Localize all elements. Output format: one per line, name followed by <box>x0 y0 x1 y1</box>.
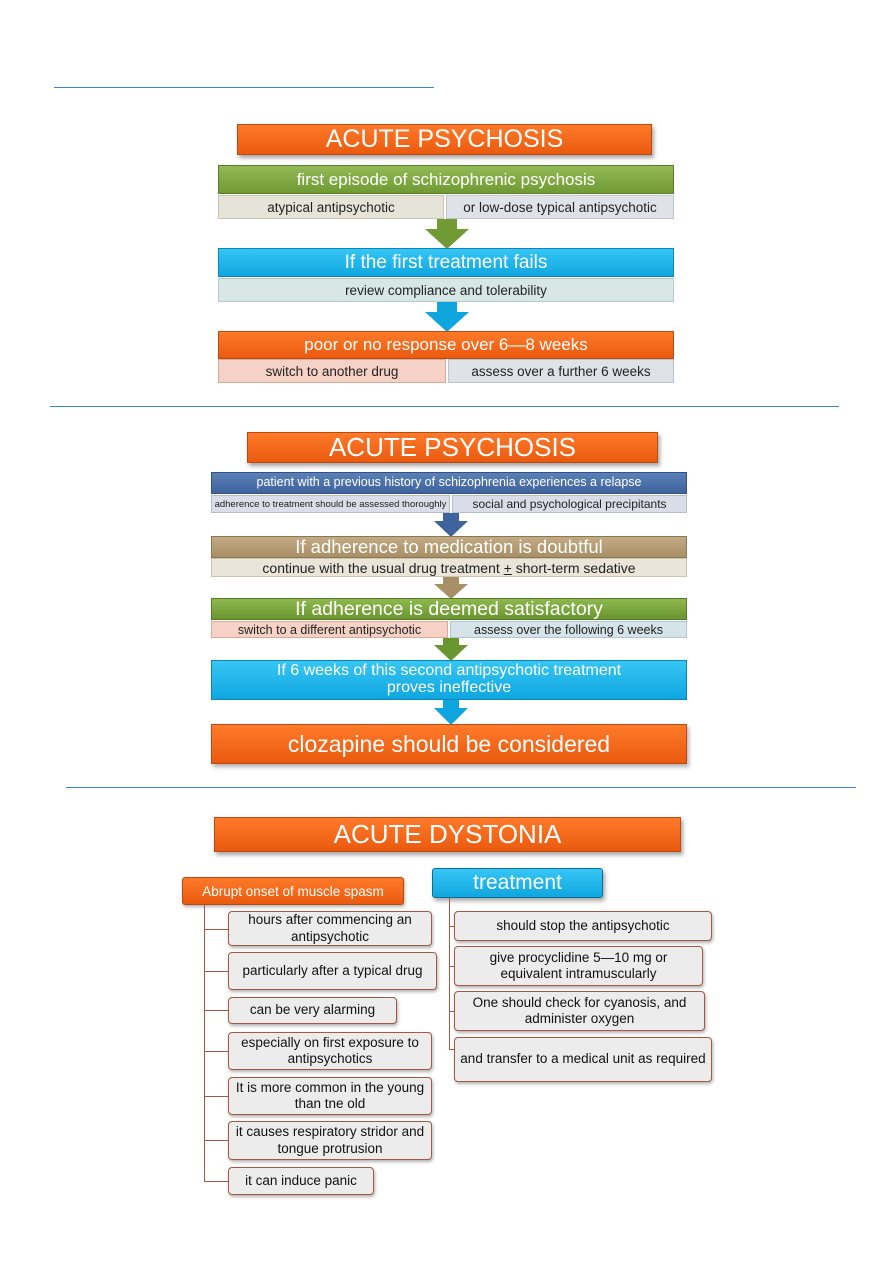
s2-arrow-4 <box>434 700 468 725</box>
left-item-4: especially on first exposure to antipsychotics <box>228 1032 432 1070</box>
right-tree-line <box>449 898 450 1050</box>
s2-arrow-3 <box>434 638 468 661</box>
rule-1 <box>50 406 839 407</box>
right-root: treatment <box>432 868 603 898</box>
right-item-4: and transfer to a medical unit as required <box>454 1037 712 1082</box>
s1-step1-header: first episode of schizophrenic psychosis <box>218 165 674 194</box>
right-item-1: should stop the antipsychotic <box>454 911 712 941</box>
left-root: Abrupt onset of muscle spasm <box>182 877 404 905</box>
s2-step3-right: assess over the following 6 weeks <box>450 621 687 638</box>
left-connector <box>204 971 228 972</box>
left-connector <box>204 929 228 930</box>
s1-step1-right: or low-dose typical antipsychotic <box>446 195 674 219</box>
s1-step2-full: review compliance and tolerability <box>218 278 674 302</box>
s2-step2-text-post: short-term sedative <box>511 559 636 576</box>
s1-step2-header: If the first treatment fails <box>218 248 674 277</box>
s2-step2-header: If adherence to medication is doubtful <box>211 536 687 558</box>
s2-step1-header: patient with a previous history of schizophrenia experiences a relapse <box>211 472 687 494</box>
left-item-6: it causes respiratory stridor and tongue protrusion <box>228 1121 432 1160</box>
left-connector <box>204 1181 228 1182</box>
left-connector <box>204 1096 228 1097</box>
s2-step4-header <box>211 660 687 700</box>
s2-step3-header: If adherence is deemed satisfactory <box>211 598 687 620</box>
s1-arrow-1 <box>425 219 469 249</box>
s2-step4-line2: proves ineffective <box>386 679 512 696</box>
s1-step1-left: atypical antipsychotic <box>218 195 444 219</box>
rule-2 <box>66 787 856 788</box>
left-connector <box>204 1140 228 1141</box>
section2-title: ACUTE PSYCHOSIS <box>247 432 658 463</box>
top-rule <box>54 87 434 88</box>
plus-minus-sign: + <box>503 559 512 576</box>
s2-step1-right: social and psychological precipitants <box>452 495 687 513</box>
s2-step2-full <box>211 558 687 577</box>
left-item-2: particularly after a typical drug <box>228 952 437 990</box>
s1-arrow-2 <box>425 302 469 332</box>
left-item-1: hours after commencing an antipsychotic <box>228 911 432 946</box>
s2-step1-left: adherence to treatment should be assessed thoroughly <box>211 495 450 513</box>
section3-title: ACUTE DYSTONIA <box>214 817 681 852</box>
left-item-7: it can induce panic <box>228 1167 374 1195</box>
s2-arrow-2 <box>434 577 468 599</box>
s1-step3-right: assess over a further 6 weeks <box>448 359 674 383</box>
left-item-3: can be very alarming <box>228 997 397 1024</box>
s2-step5-header: clozapine should be considered <box>211 724 687 764</box>
s2-step3-left: switch to a different antipsychotic <box>211 621 448 638</box>
right-item-2: give procyclidine 5—10 mg or equivalent intramuscularly <box>454 946 703 986</box>
s1-step3-left: switch to another drug <box>218 359 446 383</box>
left-connector <box>204 1010 228 1011</box>
right-item-3: One should check for cyanosis, and administer oxygen <box>454 991 705 1031</box>
s2-arrow-1 <box>434 513 468 537</box>
left-connector <box>204 1051 228 1052</box>
s2-step4-line1: If 6 weeks of this second antipsychotic treatment <box>276 662 622 680</box>
s1-step3-header: poor or no response over 6—8 weeks <box>218 331 674 359</box>
left-item-5: It is more common in the young than tne old <box>228 1077 432 1115</box>
section1-title: ACUTE PSYCHOSIS <box>237 124 652 155</box>
s2-step2-text-pre: continue with the usual drug treatment <box>262 559 504 576</box>
